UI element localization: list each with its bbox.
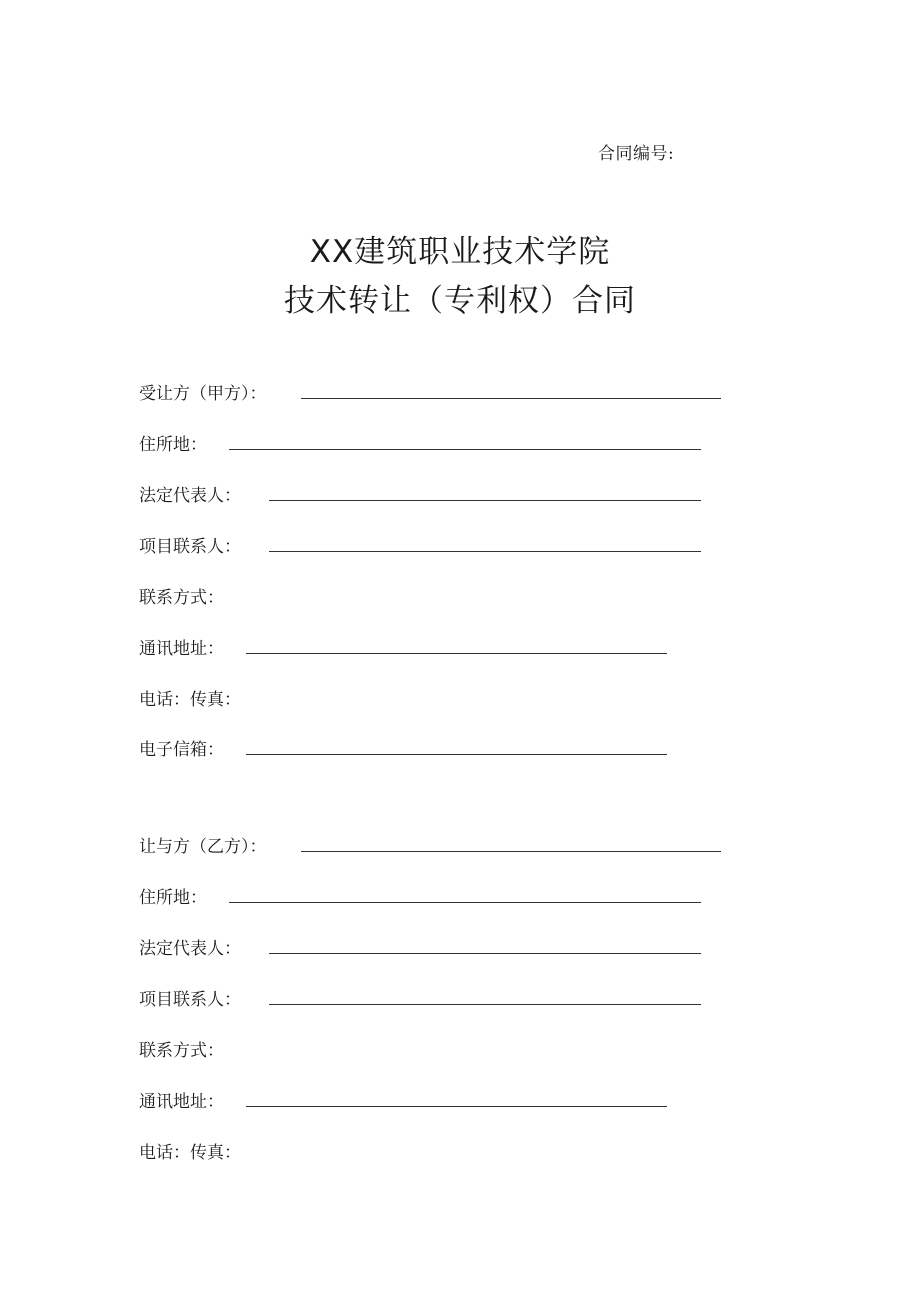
party-a-address-label: 住所地： [139, 435, 207, 455]
contract-number-label: 合同编号: [598, 144, 675, 164]
party-a-name-blank[interactable] [301, 398, 721, 399]
party-a-phone-fax-label: 电话：传真： [139, 690, 241, 710]
party-a-mailing-address-blank[interactable] [246, 653, 667, 654]
party-b-legal-rep-blank[interactable] [269, 953, 701, 954]
party-a-project-contact-label: 项目联系人： [139, 537, 241, 557]
party-a-email-blank[interactable] [246, 754, 667, 755]
party-a-legal-rep-label: 法定代表人： [139, 486, 241, 506]
party-b-address-blank[interactable] [229, 902, 701, 903]
party-b-phone-fax-label: 电话：传真： [139, 1143, 241, 1163]
party-b-mailing-address-blank[interactable] [246, 1106, 667, 1107]
party-a-contact-method-label: 联系方式： [139, 588, 224, 608]
party-b-project-contact-blank[interactable] [269, 1004, 701, 1005]
party-a-name-label: 受让方（甲方）： [139, 384, 267, 404]
party-b-name-label: 让与方（乙方）： [139, 837, 267, 857]
party-a-project-contact-blank[interactable] [269, 551, 701, 552]
party-a-legal-rep-blank[interactable] [269, 500, 701, 501]
document-title-institution: XX建筑职业技术学院 [309, 234, 611, 270]
party-b-address-label: 住所地： [139, 888, 207, 908]
document-title-contract: 技术转让（专利权）合同 [284, 283, 636, 319]
party-a-mailing-address-label: 通讯地址： [139, 639, 224, 659]
party-b-mailing-address-label: 通讯地址： [139, 1092, 224, 1112]
party-b-legal-rep-label: 法定代表人： [139, 939, 241, 959]
party-a-email-label: 电子信箱： [139, 740, 224, 760]
party-b-name-blank[interactable] [301, 851, 721, 852]
party-a-address-blank[interactable] [229, 449, 701, 450]
party-b-contact-method-label: 联系方式： [139, 1041, 224, 1061]
party-b-project-contact-label: 项目联系人： [139, 990, 241, 1010]
